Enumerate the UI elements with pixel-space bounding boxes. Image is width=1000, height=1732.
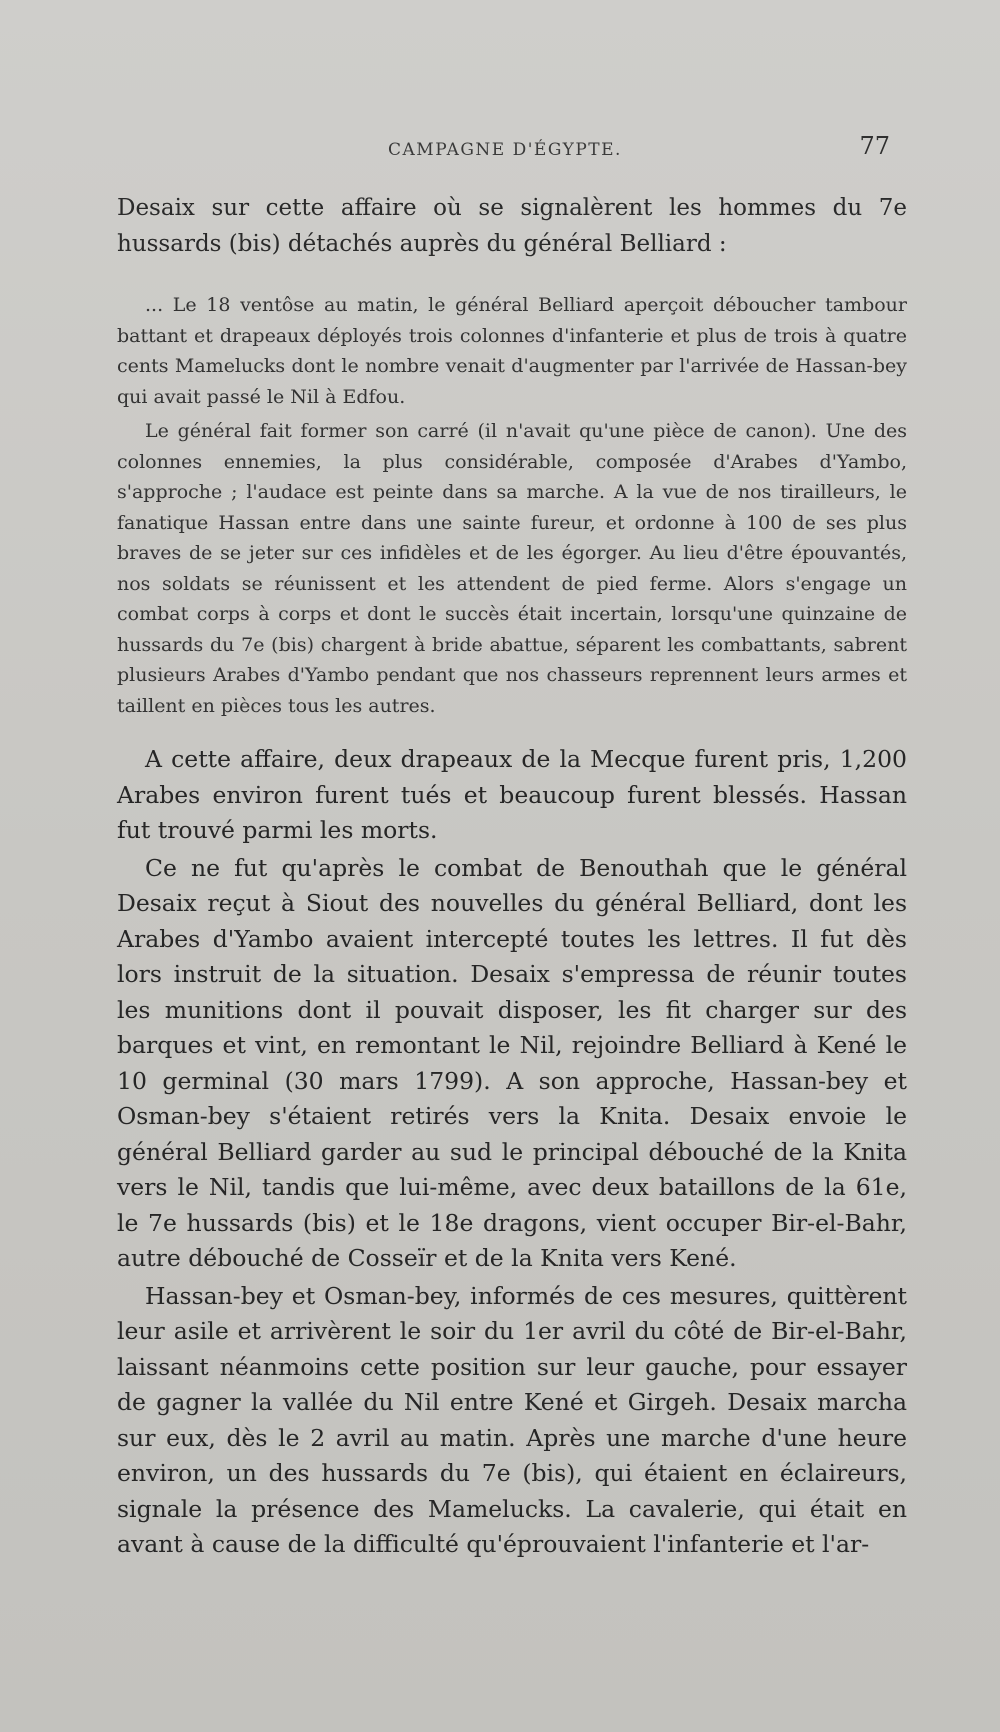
intro-paragraph: Desaix sur cette affaire où se signalèrent les hommes du 7e hussards (bis) détachés auprès du général Belliard :	[117, 195, 907, 257]
main-paragraph-1: A cette affaire, deux drapeaux de la Mecque furent pris, 1,200 Arabes environ furent tués et beaucoup furent blessés. Hassan fut trouvé parmi les morts.	[117, 745, 907, 844]
page-number: 77	[859, 132, 890, 160]
intro-paragraph-block	[117, 190, 907, 262]
main-text	[117, 742, 907, 1563]
running-head: CAMPAGNE D'ÉGYPTE.	[388, 140, 622, 160]
main-paragraph-2: Ce ne fut qu'après le combat de Benouthah que le général Desaix reçut à Siout des nouvelles du général Belliard, dont les Arabes d'Yambo avaient intercepté toutes les lettres. Il fut dès lors instruit de la situation. Desaix s'empressa de réunir toutes les munitions dont il pouvait disposer, les fit charger sur des barques et vint, en remontant le Nil, rejoindre Belliard à Kené le 10 germinal (30 mars 1799). A son approche, Hassan-bey et Osman-bey s'étaient retirés vers la Knita. Desaix envoie le général Belliard garder au sud le principal débouché de la Knita vers le Nil, tandis que lui-même, avec deux bataillons de la 61e, le 7e hussards (bis) et le 18e dragons, vient occuper Bir-el-Bahr, autre débouché de Cosseïr et de la Knita vers Kené.	[117, 853, 907, 1272]
quote-paragraph-1: ... Le 18 ventôse au matin, le général Belliard aperçoit déboucher tambour battant et drapeaux déployés trois colonnes d'infanterie et plus de trois à quatre cents Mamelucks dont le nombre venait d'augmenter par l'arrivée de Hassan-bey qui avait passé le Nil à Edfou.	[117, 294, 907, 408]
quote-paragraph-2: Le général fait former son carré (il n'avait qu'une pièce de canon). Une des colonnes ennemies, la plus considérable, composée d'Arabes d'Yambo, s'approche ; l'audace est peinte dans sa marche. A la vue de nos tirailleurs, le fanatique Hassan entre dans une sainte fureur, et ordonne à 100 de ses plus braves de se jeter sur ces infidèles et de les égorger. Au lieu d'être épouvantés, nos soldats se réunissent et les attendent de pied ferme. Alors s'engage un combat corps à corps et dont le succès était incertain, lorsqu'une quinzaine de hussards du 7e (bis) chargent à bride abattue, séparent les combattants, sabrent plusieurs Arabes d'Yambo pendant que nos chasseurs reprennent leurs armes et taillent en pièces tous les autres.	[117, 420, 907, 717]
main-paragraph-3: Hassan-bey et Osman-bey, informés de ces mesures, quittèrent leur asile et arrivèrent le soir du 1er avril du côté de Bir-el-Bahr, laissant néanmoins cette position sur leur gauche, pour essayer de gagner la vallée du Nil entre Kené et Girgeh. Desaix marcha sur eux, dès le 2 avril au matin. Après une marche d'une heure environ, un des hussards du 7e (bis), qui étaient en éclaireurs, signale la présence des Mamelucks. La cavalerie, qui était en avant à cause de la difficulté qu'éprouvaient l'infanterie et l'ar-	[117, 1281, 907, 1558]
quoted-report	[117, 290, 907, 721]
page-header	[118, 132, 900, 166]
